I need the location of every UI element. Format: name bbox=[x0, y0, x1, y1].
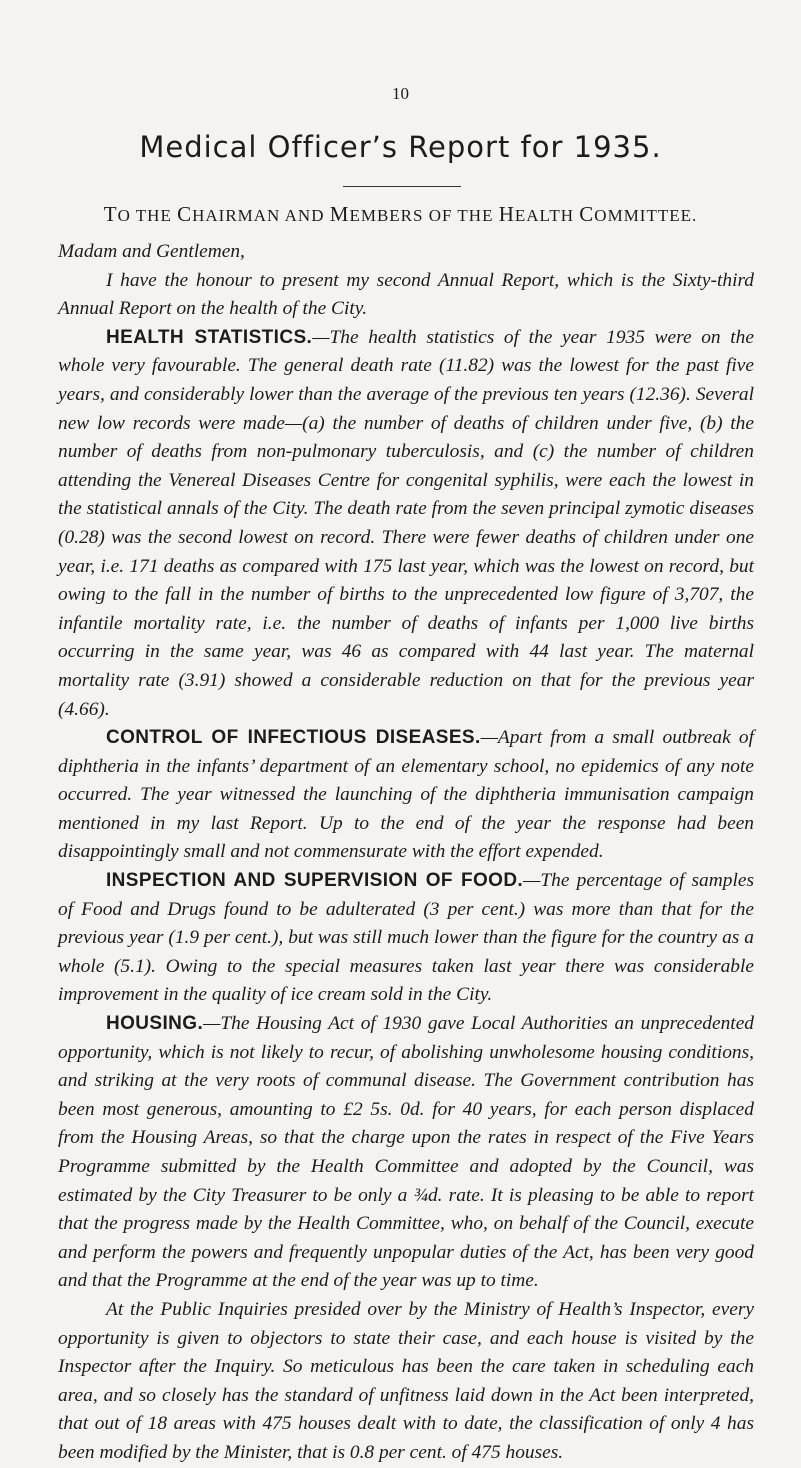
section-housing bbox=[58, 1010, 754, 1296]
page-number: 10 bbox=[392, 84, 409, 103]
section-heading: HEALTH STATISTICS. bbox=[106, 326, 313, 348]
closing-paragraph: At the Public Inquiries presided over by the Ministry of Health’s Inspector, every opportunity is given to objectors to state their case, and each house is visited by the Inspector after the Inquiry. So meticulous has been the care taken in scheduling each area, and so closely has the standard of unfitness laid down in the Act been interpreted, that out of 18 areas with 475 houses dealt with to date, the classification of only 4 has been modified by the Minister, that is 0.8 per cent. of 475 houses. bbox=[58, 1298, 754, 1463]
addressee-line bbox=[0, 202, 801, 227]
section-text: —The percentage of samples of Food and Drugs found to be adulterated (3 per cent.) was more than that for the previous year (1.9 per cent.), but was still much lower than the figure for the country as a whole (5.1). Owing to the special measures taken last year there was considerable improvement in the quality of ice cream sold in the City. bbox=[58, 870, 754, 1006]
section-food-inspection bbox=[58, 867, 754, 1010]
section-health-statistics bbox=[58, 324, 754, 724]
report-body bbox=[58, 238, 754, 1468]
section-infectious-diseases bbox=[58, 724, 754, 867]
section-text: —Apart from a small outbreak of diphtheria in the infants’ department of an elementary school, no epidemics of any note occurred. The year witnessed the launching of the diphtheria immunisation campaign mentioned in my last Report. Up to the end of the year the response had been disappointingly small and not commensurate with the effort expended. bbox=[58, 727, 754, 863]
title-divider bbox=[343, 186, 461, 187]
section-heading: HOUSING. bbox=[106, 1013, 204, 1035]
section-heading: CONTROL OF INFECTIOUS DISEASES. bbox=[106, 727, 481, 749]
salutation: Madam and Gentlemen, bbox=[58, 241, 245, 262]
report-title: Medical Officer’s Report for 1935. bbox=[139, 130, 662, 164]
intro-paragraph: I have the honour to present my second Annual Report, which is the Sixty-third Annual Report on the health of the City. bbox=[58, 269, 754, 320]
section-text: —The Housing Act of 1930 gave Local Authorities an unprecedented opportunity, which is not likely to recur, of abolishing unwholesome housing conditions, and striking at the very roots of communal disease. The Government contribution has been most generous, amounting to £2 5s. 0d. for 40 years, for each person displaced from the Housing Areas, so that the charge upon the rates in respect of the Five Years Programme submitted by the Health Committee and adopted by the Council, was estimated by the City Treasurer to be only a ¾d. rate. It is pleasing to be able to report that the progress made by the Health Committee, who, on behalf of the Council, execute and perform the powers and frequently unpopular duties of the Act, has been very good and that the Programme at the end of the year was up to time. bbox=[58, 1013, 754, 1292]
section-heading: INSPECTION AND SUPERVISION OF FOOD. bbox=[106, 870, 524, 892]
addressee-text: TO THE CHAIRMAN AND MEMBERS OF THE HEALTH COMMITTEE. bbox=[103, 202, 698, 226]
section-text: —The health statistics of the year 1935 were on the whole very favourable. The general death rate (11.82) was the lowest for the past five years, and considerably lower than the average of the previous ten years (12.36). Several new low records were made—(a) the number of deaths of children under five, (b) the number of deaths from non-pulmonary tuberculosis, and (c) the number of children attending the Venereal Diseases Centre for congenital syphilis, were each the lowest in the statistical annals of the City. The death rate from the seven principal zymotic diseases (0.28) was the second lowest on record. There were fewer deaths of children under one year, i.e. 171 deaths as compared with 175 last year, which was the lowest on record, but owing to the fall in the number of births to the unprecedented low figure of 3,707, the infantile mortality rate, i.e. the number of deaths of infants per 1,000 live births occurring in the same year, was 46 as compared with 44 last year. The maternal mortality rate (3.91) showed a considerable reduction on that for the previous year (4.66). bbox=[58, 326, 754, 720]
